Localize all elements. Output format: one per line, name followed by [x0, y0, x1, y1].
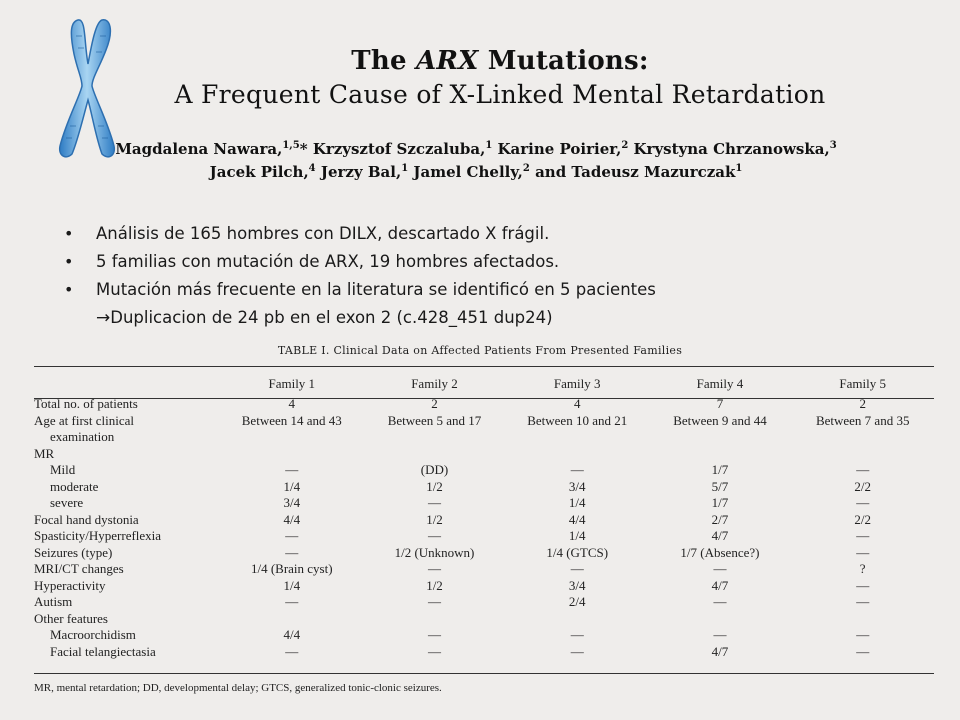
- table-cell: —: [856, 528, 870, 543]
- table-cell: —: [856, 594, 870, 609]
- table-cell: [363, 446, 506, 463]
- author-line-2: [96, 159, 856, 182]
- table-cell: 1/7: [711, 495, 729, 510]
- table-row: [34, 561, 934, 578]
- bullet-text: 5 familias con mutación de ARX, 19 hombres afectados.: [96, 252, 560, 271]
- row-label: moderate: [50, 478, 99, 494]
- row-label: Hyperactivity: [34, 577, 106, 593]
- table-cell: 4/4: [283, 511, 301, 527]
- table-cell: 4: [288, 396, 296, 411]
- row-label: examination: [50, 429, 115, 444]
- table-cell: —: [713, 594, 727, 609]
- table-cell: 2: [431, 396, 438, 411]
- row-label: MR: [34, 445, 55, 461]
- table-cell: 1/7: [711, 462, 729, 477]
- table-cell: [221, 446, 364, 463]
- title-prefix: The: [351, 46, 416, 76]
- table-cell: —: [856, 577, 870, 593]
- table-cell: —: [428, 643, 441, 659]
- author-list: [96, 136, 856, 182]
- table-cell: 2/2: [854, 511, 871, 527]
- table-header-cell: Family 1: [268, 376, 316, 391]
- table-cell: Between 14 and 43: [241, 412, 342, 428]
- table-cell: Between 5 and 17: [387, 412, 482, 428]
- title-block: [100, 46, 900, 109]
- table-cell: 1/4: [283, 478, 301, 494]
- table-cell: —: [570, 627, 584, 642]
- table-cell: [791, 446, 934, 463]
- row-label: Mild: [50, 462, 76, 477]
- table-cell: 4/7: [711, 577, 729, 593]
- table-cell: —: [856, 544, 870, 560]
- row-label: Seizures (type): [34, 544, 113, 560]
- table-row: [34, 627, 934, 644]
- table-cell: —: [428, 627, 441, 642]
- bullet-subline: [96, 304, 944, 332]
- table-cell: —: [285, 594, 299, 609]
- table-cell: ?: [859, 561, 866, 576]
- author-affiliation: 1: [485, 140, 493, 151]
- author-name: Jacek Pilch,: [209, 163, 309, 181]
- table-cell: —: [285, 528, 299, 543]
- table-cell: [649, 429, 792, 446]
- table-cell: 2: [859, 396, 866, 411]
- table-cell: —: [713, 627, 727, 642]
- table-row: [34, 413, 934, 430]
- author-line-1: [96, 136, 856, 159]
- table-cell: 4/7: [711, 643, 729, 659]
- table-cell: —: [570, 643, 584, 659]
- table-cell: 1/2 (Unknown): [394, 544, 475, 560]
- author-name: Jerzy Bal,: [320, 163, 402, 181]
- table-cell: [506, 446, 649, 463]
- table-cell: Between 7 and 35: [815, 412, 910, 428]
- table-cell: 5/7: [711, 478, 729, 494]
- author-affiliation: 2: [621, 140, 629, 151]
- table-cell: [221, 429, 364, 446]
- table-row: [34, 644, 934, 661]
- table-cell: —: [285, 643, 299, 659]
- table-cell: 1/4: [283, 577, 301, 593]
- row-label: Autism: [34, 594, 73, 609]
- table-header-cell: Family 5: [839, 376, 886, 391]
- table-cell: 3/4: [568, 478, 586, 494]
- table-footnote: MR, mental retardation; DD, developmental delay; GTCS, generalized tonic-clonic seizures.: [34, 682, 442, 694]
- table-header-cell: Family 4: [696, 376, 744, 391]
- bullet-item: [64, 220, 944, 248]
- table-cell: [506, 611, 649, 628]
- paper-title: [100, 46, 900, 76]
- bullet-item: [64, 276, 944, 332]
- row-label: severe: [50, 495, 84, 510]
- table-cell: —: [856, 643, 870, 659]
- author-name: Krzysztof Szczaluba,: [312, 140, 486, 158]
- table-cell: 4/7: [711, 528, 729, 543]
- table-cell: [363, 611, 506, 628]
- table-cell: —: [428, 528, 441, 543]
- table-row: [34, 479, 934, 496]
- arrow-right-icon: →: [96, 308, 111, 328]
- table-cell: —: [428, 594, 441, 609]
- table-row: [34, 594, 934, 611]
- author-name: Magdalena Nawara,: [115, 140, 283, 158]
- table-row: [34, 446, 934, 463]
- bullet-subtext: Duplicacion de 24 pb en el exon 2 (c.428_451 dup24): [110, 308, 553, 327]
- table-row: [34, 495, 934, 512]
- author-affiliation: 3: [829, 140, 837, 151]
- table-cell: 1/4 (GTCS): [546, 544, 609, 560]
- row-label: Focal hand dystonia: [34, 511, 139, 527]
- author-affiliation: 2: [522, 163, 530, 174]
- author-name: Karine Poirier,: [497, 140, 622, 158]
- table-cell: 1/4 (Brain cyst): [250, 561, 333, 576]
- table-header-row: [34, 372, 934, 396]
- row-label: Total no. of patients: [34, 396, 138, 411]
- table-cell: [221, 611, 364, 628]
- bullet-item: [64, 248, 944, 276]
- table-cell: [363, 429, 506, 446]
- table-header-corner: [34, 372, 221, 396]
- table-cell: 1/7 (Absence?): [680, 544, 760, 560]
- row-label: Spasticity/Hyperreflexia: [34, 528, 162, 543]
- table-cell: 1/4: [568, 528, 586, 543]
- table-cell: 1/2: [426, 478, 443, 494]
- table-row: [34, 611, 934, 628]
- table-cell: 3/4: [568, 577, 586, 593]
- author-affiliation: 1: [401, 163, 409, 174]
- author-affiliation: 4: [308, 163, 316, 174]
- row-label: Other features: [34, 610, 108, 626]
- table-cell: 1/2: [426, 511, 443, 527]
- row-label: Macroorchidism: [50, 627, 136, 642]
- table-cell: 2/2: [854, 478, 871, 494]
- table-cell: 4/4: [283, 627, 301, 642]
- table-row: [34, 528, 934, 545]
- bullet-text: Análisis de 165 hombres con DILX, descartado X frágil.: [96, 224, 550, 243]
- table-cell: 4/4: [568, 511, 586, 527]
- table-cell: 1/2: [426, 577, 443, 593]
- row-label: Facial telangiectasia: [50, 643, 156, 659]
- table-caption: TABLE I. Clinical Data on Affected Patients From Presented Families: [277, 344, 683, 357]
- table-cell: —: [570, 561, 584, 576]
- table-cell: —: [428, 495, 441, 510]
- table-header-cell: Family 2: [411, 376, 458, 391]
- title-gene: ARX: [415, 46, 479, 76]
- bullet-text: Mutación más frecuente en la literatura se identificó en 5 pacientes: [96, 280, 656, 299]
- table-header-rule: [34, 398, 934, 399]
- row-label: Age at first clinical: [34, 412, 134, 428]
- table-header-cell: Family 3: [553, 376, 601, 391]
- title-suffix: Mutations:: [478, 46, 649, 76]
- table-cell: [506, 429, 649, 446]
- table-cell: 3/4: [283, 495, 301, 510]
- table-cell: 4: [573, 396, 581, 411]
- paper-subtitle: A Frequent Cause of X-Linked Mental Retardation: [174, 80, 826, 109]
- table-bottom-rule: [34, 673, 934, 674]
- table-body: [34, 396, 934, 660]
- table-cell: 1/4: [568, 495, 586, 510]
- author-name: Krystyna Chrzanowska,: [633, 140, 830, 158]
- author-affiliation: 1: [735, 163, 743, 174]
- table-cell: Between 9 and 44: [673, 412, 767, 428]
- table-row: [34, 512, 934, 529]
- table-cell: 7: [716, 396, 724, 411]
- table-cell: —: [285, 544, 299, 560]
- bullet-list: [64, 220, 944, 332]
- table-cell: [791, 429, 934, 446]
- author-name: Jamel Chelly,: [413, 163, 523, 181]
- clinical-data-table: [34, 372, 934, 660]
- table-cell: —: [856, 627, 870, 642]
- table-cell: [791, 611, 934, 628]
- author-affiliation: 1,5: [282, 140, 300, 151]
- table-cell: —: [713, 561, 727, 576]
- table-cell: 2/4: [568, 594, 586, 609]
- table-row: [34, 545, 934, 562]
- table-row: [34, 462, 934, 479]
- table-top-rule: [34, 366, 934, 367]
- table-row: [34, 429, 934, 446]
- author-name: and Tadeusz Mazurczak: [535, 163, 736, 181]
- table-cell: [649, 446, 792, 463]
- table-cell: Between 10 and 21: [527, 412, 628, 428]
- table-cell: —: [570, 462, 584, 477]
- table-row: [34, 578, 934, 595]
- table-cell: —: [856, 462, 870, 477]
- table-cell: 2/7: [711, 511, 729, 527]
- author-separator: *: [299, 140, 313, 158]
- table-cell: (DD): [420, 462, 449, 477]
- table-cell: —: [428, 561, 441, 576]
- table-cell: —: [856, 495, 870, 510]
- row-label: MRI/CT changes: [34, 561, 124, 576]
- table-cell: —: [285, 462, 299, 477]
- table-cell: [649, 611, 792, 628]
